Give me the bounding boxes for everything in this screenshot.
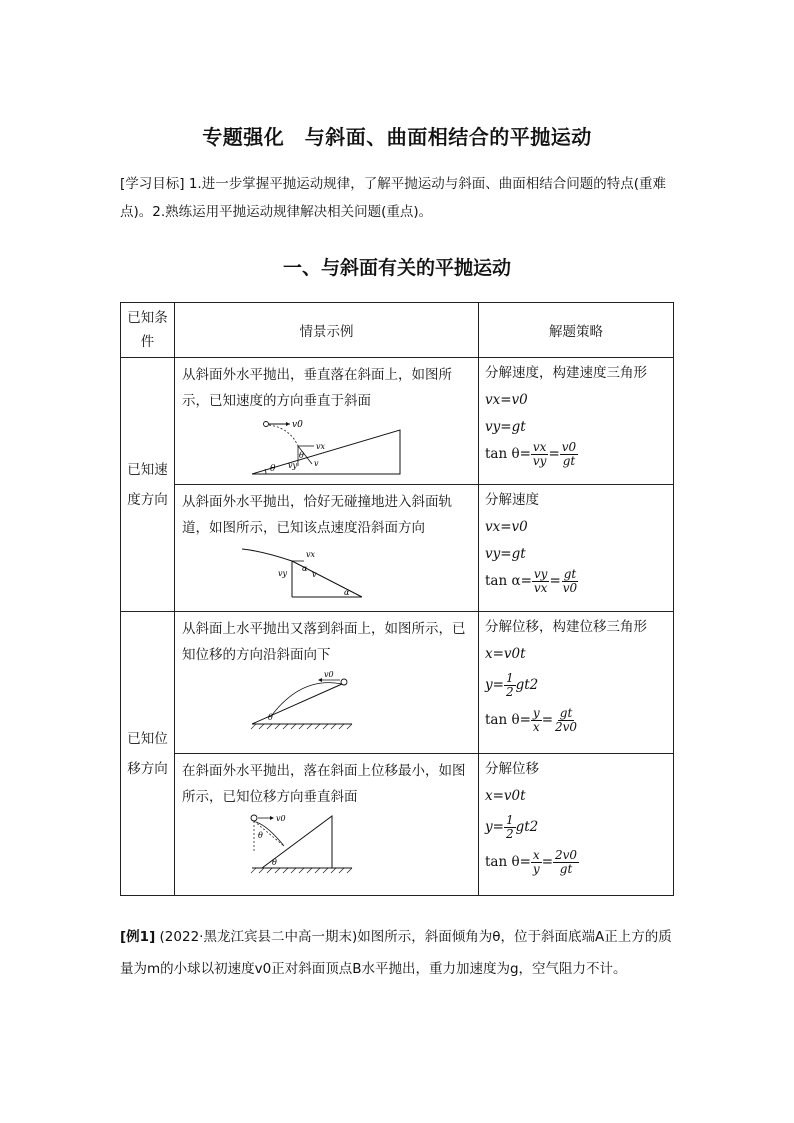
label-theta: θ xyxy=(268,713,273,722)
scene-text: 在斜面外水平抛出，落在斜面上位移最小，如图所示，已知位移方向垂直斜面 xyxy=(182,763,466,805)
fraction xyxy=(560,441,578,468)
label-theta-bottom: θ xyxy=(272,858,277,867)
fraction-num: 2v0 xyxy=(555,848,578,862)
fraction-num: y xyxy=(532,706,540,720)
fraction-den: y xyxy=(532,862,540,876)
fraction-den: 2 xyxy=(505,685,514,699)
strategy-head: 分解速度 xyxy=(485,492,539,508)
label-theta-angle: θ xyxy=(299,451,304,460)
figure-perpendicular-landing xyxy=(232,416,422,478)
fraction xyxy=(531,441,549,468)
fraction-den: v0 xyxy=(562,581,578,595)
fraction-num: x xyxy=(532,848,540,862)
fraction-num: vx xyxy=(532,440,547,454)
label-v0: v0 xyxy=(324,670,334,679)
fraction-den: gt xyxy=(562,454,576,468)
header-strategy: 解题策略 xyxy=(479,303,674,358)
fraction xyxy=(532,568,550,595)
scene-text: 从斜面外水平抛出，垂直落在斜面上，如图所示，已知速度的方向垂直于斜面 xyxy=(182,367,452,409)
fraction xyxy=(531,707,542,734)
scene-cell xyxy=(175,485,479,612)
scene-text: 从斜面上水平抛出又落到斜面上，如图所示，已知位移的方向沿斜面向下 xyxy=(182,621,466,663)
fraction-num: gt xyxy=(563,567,577,581)
fraction xyxy=(504,814,516,841)
example-1 xyxy=(120,921,678,985)
category-displacement: 已知位移方向 xyxy=(121,612,175,896)
strategy-eq3: tan α= $\frac{vy}{vx}$ = $\frac{gt}{v0}$ xyxy=(485,567,578,595)
scene-cell xyxy=(175,358,479,485)
strategy-table xyxy=(120,302,674,896)
fraction-num: v0 xyxy=(561,440,577,454)
strategy-eq2: vy=gt xyxy=(485,419,526,435)
figure-launch-from-slope xyxy=(232,670,422,734)
eq3-left: tan θ= xyxy=(485,446,531,462)
label-vy: vy xyxy=(278,569,288,578)
strategy-head: 分解位移 xyxy=(485,761,539,777)
strategy-eq1: x=v0t xyxy=(485,646,526,662)
goal-tag: [学习目标] xyxy=(120,176,185,192)
strategy-eq3: tan θ= $\frac{y}{x}$ = $\frac{gt}{2v0}$ xyxy=(485,706,578,734)
strategy-head: 分解速度，构建速度三角形 xyxy=(485,365,647,381)
strategy-cell xyxy=(479,754,674,896)
label-v: v xyxy=(314,459,319,468)
eq2-right: gt2 xyxy=(515,819,539,835)
header-condition: 已知条件 xyxy=(121,303,175,358)
example-tag: [例1] xyxy=(120,929,156,945)
label-v0: v0 xyxy=(276,814,286,823)
scene-cell xyxy=(175,612,479,754)
fraction-den: x xyxy=(532,720,540,734)
label-theta-slope: θ xyxy=(270,464,276,474)
fraction-den: vx xyxy=(533,581,548,595)
fraction-den: vy xyxy=(532,454,547,468)
header-scene: 情景示例 xyxy=(175,303,479,358)
label-alpha-top: α xyxy=(302,564,308,573)
strategy-eq2: vy=gt xyxy=(485,546,526,562)
eq3-left: tan θ= xyxy=(485,854,531,870)
strategy-eq2 xyxy=(485,810,667,844)
strategy-head: 分解位移，构建位移三角形 xyxy=(485,619,647,635)
fraction xyxy=(504,672,516,699)
strategy-eq3: tan θ= $\frac{x}{y}$ = $\frac{2v0}{gt}$ xyxy=(485,848,578,876)
eq2-left: y= xyxy=(485,819,504,835)
fraction-num: vy xyxy=(533,567,548,581)
strategy-cell xyxy=(479,612,674,754)
fraction xyxy=(553,849,579,876)
eq3-left: tan α= xyxy=(485,573,532,589)
strategy-eq3: tan θ= $\frac{vx}{vy}$ = $\frac{v0}{gt}$ xyxy=(485,440,577,468)
label-v: v xyxy=(312,570,317,579)
eq2-left: y= xyxy=(485,677,504,693)
scene-cell xyxy=(175,754,479,896)
category-velocity: 已知速度方向 xyxy=(121,358,175,612)
label-v0: v0 xyxy=(292,420,303,430)
strategy-eq1: vx=v0 xyxy=(485,392,528,408)
figure-min-displacement xyxy=(232,812,422,876)
strategy-eq2 xyxy=(485,668,667,702)
page-title: 专题强化 与斜面、曲面相结合的平抛运动 xyxy=(202,125,592,149)
fraction xyxy=(531,849,542,876)
label-vx: vx xyxy=(316,442,326,451)
label-vy: vy xyxy=(288,461,298,470)
fraction-num: gt xyxy=(559,706,573,720)
strategy-cell xyxy=(479,358,674,485)
strategy-eq1: x=v0t xyxy=(485,788,526,804)
fraction-num: 1 xyxy=(505,671,514,685)
figure-tangent-entry xyxy=(232,543,422,605)
fraction-den: gt xyxy=(559,862,573,876)
fraction xyxy=(561,568,579,595)
goal-text: 1.进一步掌握平抛运动规律，了解平抛运动与斜面、曲面相结合问题的特点(重难点)。2.熟练运用平抛运动规律解决相关问题(重点)。 xyxy=(120,176,666,220)
eq2-right: gt2 xyxy=(515,677,539,693)
scene-text: 从斜面外水平抛出，恰好无碰撞地进入斜面轨道，如图所示，已知该点速度沿斜面方向 xyxy=(182,494,452,536)
section-title: 一、与斜面有关的平抛运动 xyxy=(282,257,511,279)
label-alpha-bottom: α xyxy=(344,588,350,597)
learning-goal xyxy=(120,170,680,226)
fraction-den: 2 xyxy=(505,827,514,841)
fraction xyxy=(553,707,579,734)
fraction-num: 1 xyxy=(505,813,514,827)
strategy-cell xyxy=(479,485,674,612)
fraction-den: 2v0 xyxy=(555,720,578,734)
eq3-left: tan θ= xyxy=(485,712,531,728)
label-theta-top: θ xyxy=(258,831,263,840)
label-vx: vx xyxy=(306,550,316,559)
example-text: (2022·黑龙江宾县二中高一期末)如图所示，斜面倾角为θ，位于斜面底端A正上方的质量为m的小球以初速度v0正对斜面顶点B水平抛出，重力加速度为g，空气阻力不计。 xyxy=(120,929,672,977)
strategy-eq1: vx=v0 xyxy=(485,519,528,535)
